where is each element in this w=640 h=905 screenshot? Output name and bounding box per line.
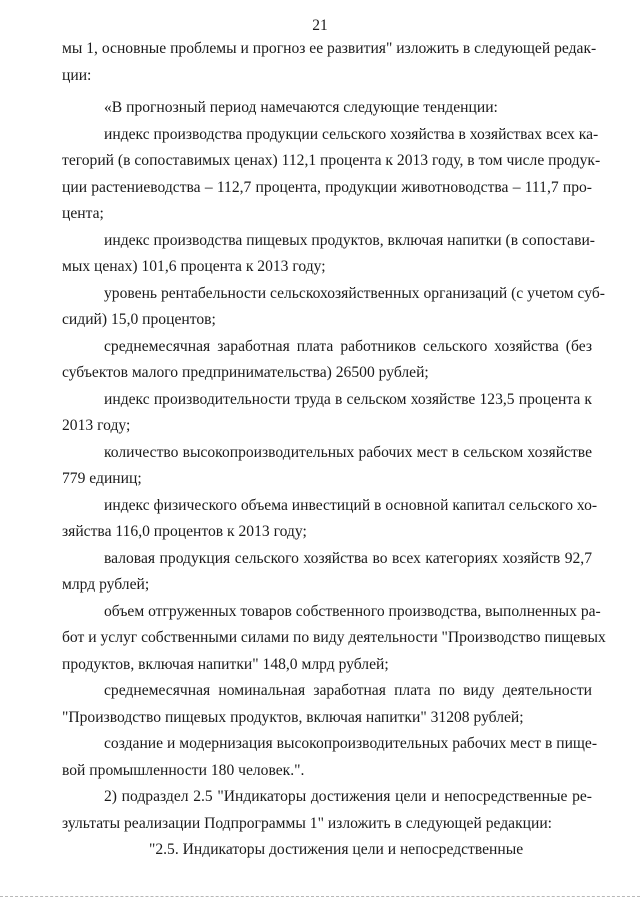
text-line: «В прогнозный период намечаются следующие тенденции: (104, 99, 498, 116)
text-line: 779 единиц; (62, 470, 142, 487)
page-number: 21 (312, 17, 328, 34)
text-line: бот и услуг собственными силами по виду деятельности "Производство пищевых (62, 629, 606, 646)
text-line: индекс производства продукции сельского хозяйства в хозяйствах всех ка- (104, 125, 599, 143)
text-line: млрд рублей; (62, 576, 150, 593)
text-line: индекс физического объема инвестиций в основной капитал сельского хо- (104, 496, 598, 514)
text-line: продуктов, включая напитки" 148,0 млрд рублей; (62, 655, 389, 673)
text-line: 2) подраздел 2.5 "Индикаторы достижения цели и непосредственные ре- (104, 788, 592, 805)
text-line: "2.5. Индикаторы достижения цели и непосредственные (149, 841, 524, 858)
text-line: индекс производительности труда в сельском хозяйстве 123,5 процента к (104, 390, 592, 408)
text-line: зяйства 116,0 процентов к 2013 году; (62, 523, 307, 540)
text-line: цента; (62, 205, 104, 222)
text-line: ции растениеводства – 112,7 процента, продукции животноводства – 111,7 про- (62, 178, 592, 196)
text-line: мых ценах) 101,6 процента к 2013 году; (62, 258, 326, 275)
text-line: субъектов малого предпринимательства) 26500 рублей; (62, 364, 429, 381)
text-line: валовая продукция сельского хозяйства во всех категориях хозяйств 92,7 (104, 549, 592, 567)
text-line: тегорий (в сопоставимых ценах) 112,1 процента к 2013 году, в том числе продук- (62, 152, 601, 169)
text-line: среднемесячная заработная плата работников сельского хозяйства (без (104, 337, 592, 355)
text-line: 2013 году; (62, 417, 131, 434)
bottom-scan-edge (0, 896, 640, 897)
text-line: зультаты реализации Подпрограммы 1" изложить в следующей редакции: (62, 814, 553, 832)
text-line: ции: (62, 66, 92, 84)
text-line: мы 1, основные проблемы и прогноз ее развития" изложить в следующей редак- (62, 40, 597, 57)
text-line: вой промышленности 180 человек.". (62, 761, 305, 779)
text-line: создание и модернизация высокопроизводительных рабочих мест в пище- (104, 735, 598, 752)
text-line: индекс производства пищевых продуктов, включая напитки (в сопостави- (104, 231, 596, 249)
text-line: сидий) 15,0 процентов; (62, 311, 216, 328)
text-line: объем отгруженных товаров собственного производства, выполненных ра- (104, 602, 601, 620)
text-line: уровень рентабельности сельскохозяйственных организаций (с учетом суб- (104, 284, 605, 302)
document-body (62, 36, 606, 864)
text-line: среднемесячная номинальная заработная плата по виду деятельности (104, 682, 592, 699)
text-line: количество высокопроизводительных рабочих мест в сельском хозяйстве (104, 443, 592, 461)
text-line: "Производство пищевых продуктов, включая напитки" 31208 рублей; (62, 708, 524, 726)
